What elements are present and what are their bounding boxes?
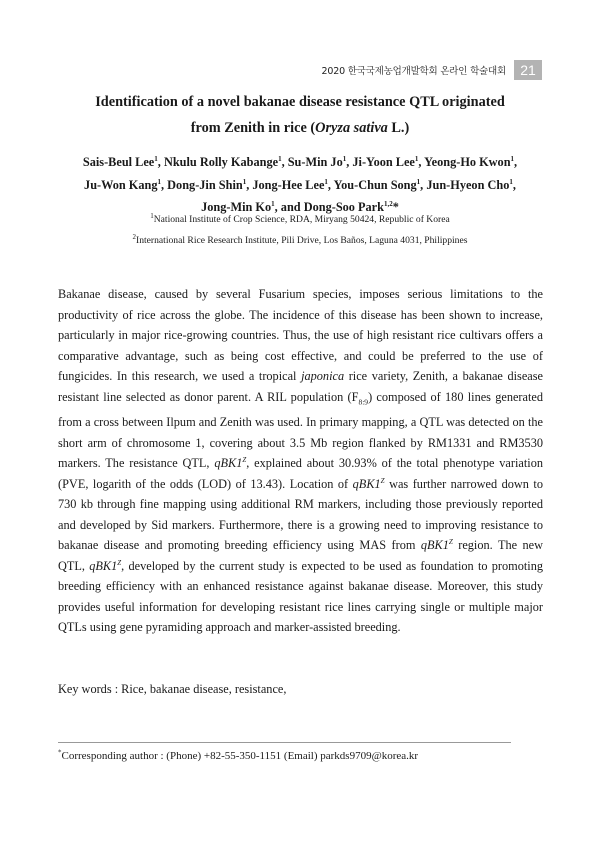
page-number: 21 — [514, 60, 542, 80]
affiliation-text: National Institute of Crop Science, RDA, Miryang 50424, Republic of Korea — [153, 214, 450, 225]
title-line-1: Identification of a novel bakanae disease resistance QTL originated — [95, 94, 505, 110]
affiliation-text: International Rice Research Institute, Pili Drive, Los Baños, Laguna 4031, Philippines — [136, 235, 468, 246]
subscript: 8:9 — [358, 396, 369, 406]
author: Sais-Beul Lee$^1$, — [82, 154, 164, 169]
author-line — [50, 151, 550, 174]
affiliation-1 — [0, 211, 600, 226]
author-line — [50, 174, 550, 197]
author: Nkulu Rolly Kabange$^1$, — [163, 154, 288, 169]
affiliation-2 — [0, 232, 600, 247]
conference-name: 2020 한국국제농업개발학회 온라인 학술대회 — [321, 66, 506, 77]
author: Jong-Hee Lee$^1$, — [252, 177, 334, 192]
author: Jong-Min Ko$^1$, and — [201, 199, 304, 214]
corresponding-author-footnote — [58, 750, 418, 762]
title-text: L.) — [387, 120, 410, 136]
qtl-name: $qBK1^Z$ — [89, 558, 122, 573]
author-list — [50, 151, 550, 219]
qtl-name: $qBK1^Z$ — [352, 476, 385, 491]
italic-term: japonica — [301, 369, 345, 383]
paper-title — [60, 89, 540, 141]
keywords: Key words : Rice, bakanae disease, resistance, — [58, 682, 287, 696]
author: Dong-Soo Park$^{1,2}$* — [303, 199, 399, 214]
author: Dong-Jin Shin$^1$, — [167, 177, 253, 192]
footnote-mark: * — [58, 748, 62, 757]
species-name: Oryza sativa — [315, 120, 388, 136]
author: Su-Min Jo$^1$, — [287, 154, 353, 169]
author: Jun-Hyeon Cho$^1$, — [426, 177, 516, 192]
affiliation-number: 2 — [132, 232, 137, 241]
title-text: from Zenith in rice ( — [190, 120, 316, 136]
author: Ji-Yoon Lee$^1$, — [352, 154, 425, 169]
qtl-name: $qBK1^Z$ — [214, 456, 247, 471]
author: Ju-Won Kang$^1$, — [84, 177, 168, 192]
footnote-text: Corresponding author : (Phone) +82-55-350-1151 (Email) parkds9709@korea.kr — [61, 750, 419, 762]
qtl-name: $qBK1^Z$ — [420, 538, 453, 553]
title-line-2 — [60, 115, 540, 141]
author: You-Chun Song$^1$, — [333, 177, 427, 192]
affiliation-number: 1 — [150, 211, 154, 220]
footnote-divider — [58, 742, 511, 743]
abstract-body: Bakanae disease, caused by several Fusarium species, imposes serious limitations to the productivity of rice across the globe. The incidence of this disease has been shown to increase, particularly in major rice-growing countries. Thus, the use of high resistant rice cultivars offers a comparative advantage, such as being cost effective, and could be preferred to the use of fungicides. In this research, we used a tropical japonica rice variety, Zenith, a bakanae disease resistant line selected as donor parent. A RIL population $(F_{8:9})$ composed of 180 lines generated from a cross between Ilpum and Zenith was used. In primary mapping, a QTL was detected on the short arm of chromosome 1, covering about 3.5 Mb region flanked by RM1331 and RM3530 markers. The resistance QTL, $qBK1^Z$, explained about 30.93% of the total phenotype variation (PVE, logarith of the odds (LOD) of 13.43). Location of $qBK1^Z$ was further narrowed down to 730 kb through fine mapping using additional RM markers, including those previously reported and developed by Sid markers. Furthermore, there is a growing need to improving resistance to bakanae disease and promoting breeding efficiency using MAS from $qBK1^Z$ region. The new QTL, $qBK1^Z$, developed by the current study is expected to be used as foundation to promoting breeding efficiency with an enhanced resistance against bakanae disease. Moreover, this study provides useful information for developing resistant rice lines carrying single or multiple major QTLs using gene pyramiding approach and marker-assisted breeding. — [58, 287, 544, 635]
running-header — [322, 60, 542, 80]
author: Yeong-Ho Kwon$^1$, — [424, 154, 518, 169]
